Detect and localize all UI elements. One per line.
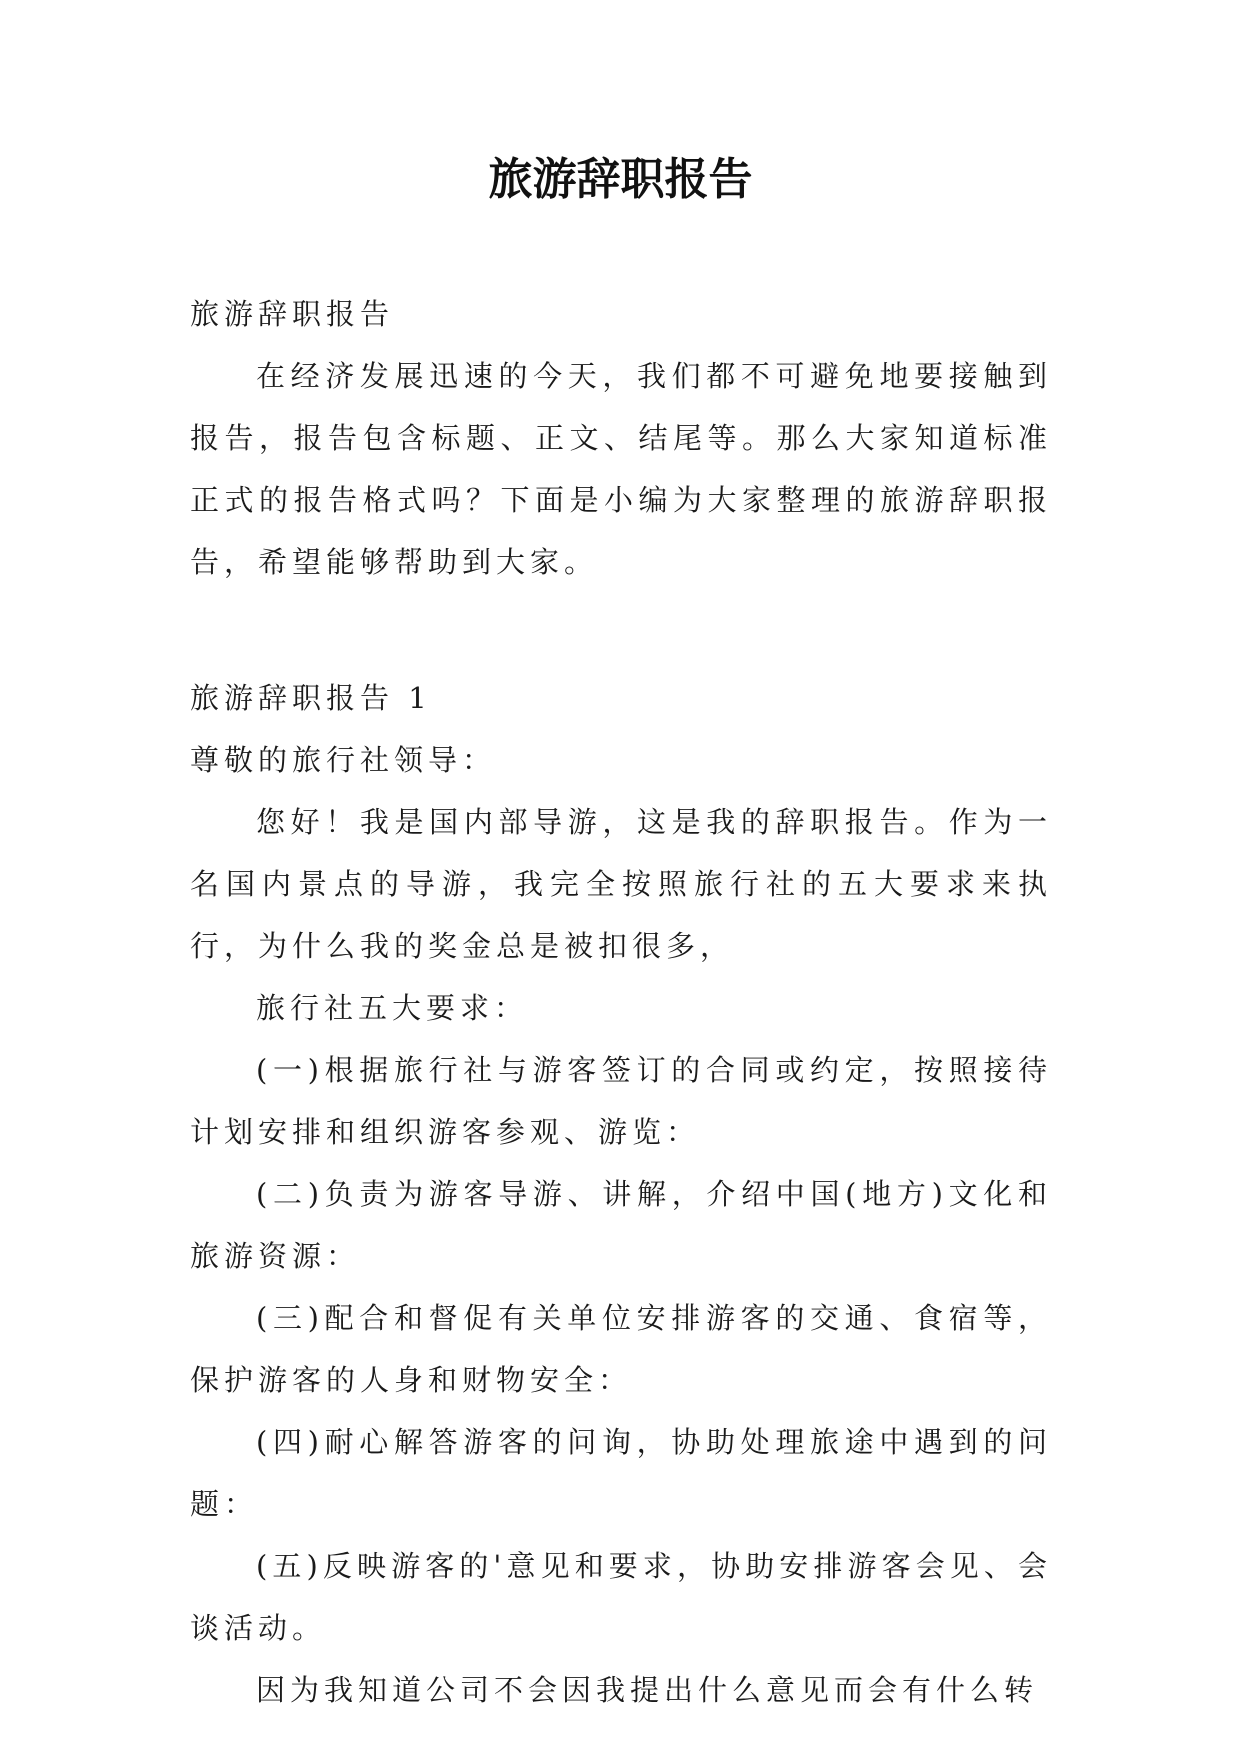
salutation: 尊敬的旅行社领导： [190, 743, 497, 777]
body-paragraph: 因为我知道公司不会因我提出什么意见而会有什么转 [256, 1673, 1039, 1707]
section-spacer [190, 593, 1052, 667]
document-body [190, 283, 1052, 1721]
requirement-item: (五)反映游客的'意见和要求，协助安排游客会见、会谈活动。 [190, 1549, 1052, 1645]
document-subtitle: 旅游辞职报告 [190, 297, 395, 331]
requirement-item: (四)耐心解答游客的问询，协助处理旅途中遇到的问题： [190, 1425, 1052, 1521]
requirement-item: (三)配合和督促有关单位安排游客的交通、食宿等，保护游客的人身和财物安全： [190, 1301, 1052, 1397]
intro-paragraph: 在经济发展迅速的今天，我们都不可避免地要接触到报告，报告包含标题、正文、结尾等。那么大家知道标准正式的报告格式吗？下面是小编为大家整理的旅游辞职报告，希望能够帮助到大家。 [190, 359, 1052, 579]
body-paragraph: 您好！我是国内部导游，这是我的辞职报告。作为一名国内景点的导游，我完全按照旅行社的五大要求来执行，为什么我的奖金总是被扣很多， [190, 805, 1052, 963]
requirement-item: (一)根据旅行社与游客签订的合同或约定，按照接待计划安排和组织游客参观、游览： [190, 1053, 1052, 1149]
requirement-item: (二)负责为游客导游、讲解，介绍中国(地方)文化和旅游资源： [190, 1177, 1052, 1273]
document-title: 旅游辞职报告 [488, 154, 753, 205]
section-heading: 旅游辞职报告 1 [190, 681, 432, 715]
body-paragraph: 旅行社五大要求： [256, 991, 529, 1025]
